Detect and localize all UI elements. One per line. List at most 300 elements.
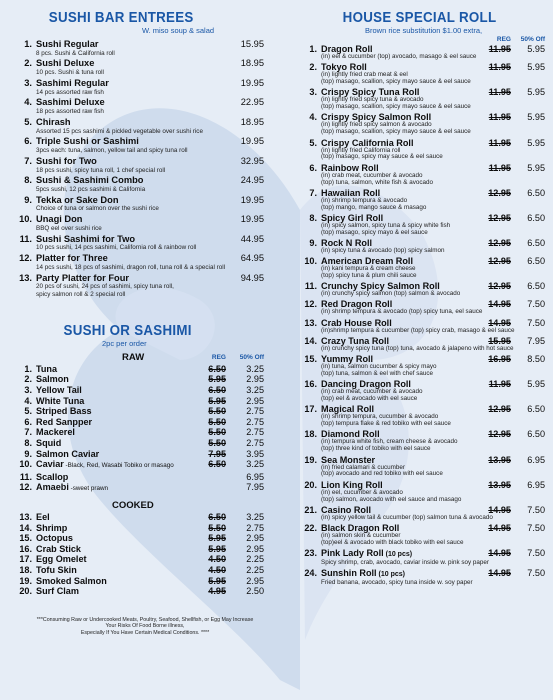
cooked-list	[12, 512, 264, 597]
discount-price: 6.50	[527, 404, 545, 415]
sushi-row	[12, 544, 264, 555]
item-price: 18.95	[240, 116, 264, 127]
item-number: 14.	[19, 522, 32, 533]
regular-price: 5.50	[208, 416, 226, 427]
item-body	[321, 523, 473, 547]
item-number: 1.	[24, 363, 32, 374]
item-name: Sashimi Deluxe	[36, 97, 105, 108]
item-body	[321, 213, 473, 237]
item-number: 15.	[19, 533, 32, 544]
discount-price: 5.95	[527, 137, 545, 148]
item-body	[36, 253, 226, 271]
item-price: 15.95	[240, 39, 264, 49]
item-number: 20.	[304, 479, 317, 490]
item-body	[321, 238, 473, 255]
item-number: 2.	[24, 58, 32, 69]
entrees-list	[12, 39, 264, 298]
house-roll-item	[293, 112, 545, 136]
item-number: 6.	[24, 136, 32, 147]
item-number: 2.	[309, 62, 317, 73]
item-name: Party Platter for Four	[36, 272, 129, 283]
item-number: 13.	[304, 317, 317, 328]
item-name-text: Tofu Skin	[36, 564, 77, 575]
item-name-text: Rock N Roll	[321, 237, 373, 248]
regular-price: 6.50	[208, 511, 226, 522]
sushi-row	[12, 482, 264, 495]
item-number: 8.	[309, 212, 317, 223]
regular-price: 4.95	[208, 586, 226, 597]
item-number: 3.	[24, 385, 32, 395]
item-body	[321, 163, 473, 187]
item-name-text: Mackerel	[36, 427, 75, 438]
regular-price: 14.95	[488, 522, 511, 533]
item-number: 1.	[24, 39, 32, 49]
item-description: (top) three kind of tobiko with eel sauce	[321, 445, 431, 453]
item-number: 17.	[19, 554, 32, 565]
discount-price: 5.95	[527, 112, 545, 123]
item-number: 16.	[304, 379, 317, 390]
item-body	[36, 39, 226, 57]
discount-price: 2.95	[246, 533, 264, 544]
item-number: 9.	[24, 448, 32, 459]
regular-price: 12.95	[488, 281, 511, 292]
house-roll-item	[293, 404, 545, 428]
discount-price: 7.50	[527, 548, 545, 559]
item-body	[321, 480, 473, 504]
entree-item	[12, 175, 264, 193]
item-name-text: Hawaiian Roll	[321, 187, 381, 198]
item-body	[321, 379, 473, 403]
item-name	[36, 396, 188, 407]
item-description: 10 pcs sushi, 14 pcs sashimi, California roll & rainbow roll	[36, 244, 197, 252]
item-body	[321, 62, 473, 86]
item-description: (top) masago, scallion, spicy mayo sauce & eel sauce	[321, 103, 471, 111]
discount-price: 2.95	[246, 543, 264, 554]
house-roll-item	[293, 188, 545, 212]
discount-price: 2.75	[246, 416, 264, 427]
regular-price: 11.95	[488, 137, 511, 148]
item-name-text: Tokyo Roll	[321, 62, 367, 73]
item-body	[36, 97, 226, 115]
item-name: Platter for Three	[36, 253, 108, 264]
item-name-text: Crab House Roll	[321, 317, 392, 328]
item-name: Chirash	[36, 116, 71, 127]
house-roll-item	[293, 336, 545, 353]
item-number: 6.	[309, 162, 317, 173]
item-number: 4.	[309, 112, 317, 123]
item-body	[36, 117, 226, 135]
sushi-title: SUSHI OR SASHIMI	[63, 322, 192, 339]
house-roll-item	[293, 299, 545, 316]
item-number: 10.	[19, 214, 32, 225]
house-roll-item	[293, 44, 545, 61]
entree-item	[12, 214, 264, 232]
house-roll-item	[293, 238, 545, 255]
item-body	[321, 504, 493, 522]
house-roll-item	[293, 354, 545, 378]
item-price: 32.95	[240, 155, 264, 166]
house-roll-item	[293, 87, 545, 111]
item-piece-count: (10 pcs)	[383, 551, 413, 559]
item-name-text: Crispy Spicy Salmon Roll	[321, 112, 432, 123]
house-roll-item	[293, 505, 545, 522]
house-roll-item	[293, 281, 545, 298]
discount-price: 2.25	[246, 564, 264, 575]
item-name-text: Diamond Roll	[321, 429, 380, 440]
item-description: (top) tuna, salmon & eel with chef sauce	[321, 370, 434, 377]
item-description: (top) masago, spicy may sauce & eel sauce	[321, 153, 443, 161]
regular-price: 12.95	[488, 429, 511, 440]
item-number: 12.	[19, 482, 32, 493]
discount-price: 2.75	[246, 427, 264, 438]
discount-price: 5.95	[527, 87, 545, 98]
house-roll-item	[293, 163, 545, 187]
sushi-row	[12, 472, 264, 483]
regular-price: 11.95	[488, 112, 511, 123]
item-price: 64.95	[240, 253, 264, 264]
item-name-text: Caviar	[36, 459, 64, 470]
item-name-text: Black Dragon Roll	[321, 522, 400, 533]
item-description: 14 pcs assorted raw fish	[36, 88, 104, 96]
item-description: (in) kani tempura & cream cheese	[321, 265, 416, 273]
item-name	[36, 544, 188, 555]
item-name-text: Pink Lady Roll	[321, 548, 384, 559]
item-description: (in) crunchy spicy salmon (top) salmon & avocado	[321, 290, 461, 298]
left-column	[12, 10, 264, 636]
item-description: (top) masago, spicy mayo & eel sauce	[321, 228, 428, 236]
discount-price: 6.50	[527, 187, 545, 198]
item-price: 24.95	[240, 175, 264, 186]
item-name	[36, 482, 188, 495]
footnote-line: ***Consuming Raw or Undercooked Meats, Poultry, Seafood, Shellfish, or Egg May Increase	[36, 616, 254, 623]
item-description: 3pcs each: tuna, salmon, yellow tail and spicy tuna roll	[36, 147, 188, 155]
regular-price: 11.95	[488, 62, 511, 73]
item-name-text: Crispy California Roll	[321, 137, 414, 148]
regular-price: 13.95	[488, 479, 511, 490]
item-number: 23.	[304, 548, 317, 559]
item-name-text: Red Dragon Roll	[321, 299, 393, 310]
item-name-text: Salmon Caviar	[36, 448, 100, 459]
item-name	[36, 364, 188, 375]
house-subtitle: Brown rice substitution $1.00 extra,	[365, 26, 483, 35]
item-name	[36, 406, 188, 417]
item-description: 10 pcs. Sushi & tuna roll	[36, 69, 104, 77]
regular-price: 5.50	[208, 437, 226, 448]
regular-price: 5.95	[208, 575, 226, 586]
item-number: 7.	[24, 427, 32, 438]
discount-price: 7.95	[527, 335, 545, 346]
regular-price: 12.95	[488, 237, 511, 248]
item-name	[36, 512, 188, 523]
item-note: -sweet prawn	[68, 485, 109, 493]
item-price: 18.95	[240, 58, 264, 69]
item-description: Choice of tuna or salmon over the sushi rice	[36, 205, 159, 213]
item-name-text: Dragon Roll	[321, 44, 373, 54]
discount-price: 7.50	[527, 504, 545, 515]
regular-price: 6.50	[208, 459, 226, 470]
sushi-row	[12, 533, 264, 544]
discount-price: 6.50	[527, 281, 545, 292]
item-name	[36, 385, 188, 396]
item-body	[36, 195, 226, 213]
house-roll-list	[293, 44, 545, 587]
item-number: 12.	[19, 253, 32, 264]
item-number: 11.	[19, 471, 32, 482]
regular-price: 12.95	[488, 256, 511, 267]
regular-price: 16.95	[488, 354, 511, 365]
item-number: 2.	[24, 374, 32, 385]
sushi-row	[12, 396, 264, 407]
item-name-text: Casino Roll	[321, 504, 372, 515]
house-roll-item	[293, 548, 545, 567]
item-description: (in) crab meat, cucumber & avocado	[321, 171, 423, 179]
item-name-text: Dancing Dragon Roll	[321, 379, 411, 390]
right-column	[293, 10, 545, 588]
item-number: 14.	[304, 335, 317, 346]
item-number: 13.	[19, 511, 32, 522]
item-name-text: Crazy Tuna Roll	[321, 335, 390, 346]
item-description: (in) lightly fried spicy salmon & avocado	[321, 121, 432, 129]
discount-price: 7.50	[527, 568, 545, 579]
item-body	[321, 256, 473, 280]
item-description: (in) spicy yellow tail & cucumber (top) salmon tuna & avocado	[321, 513, 493, 521]
entree-item	[12, 78, 264, 96]
entrees-subtitle: W. miso soup & salad	[141, 26, 215, 35]
discount-price: 2.95	[246, 374, 264, 385]
item-price: 19.95	[240, 77, 264, 88]
item-description: (in) crab meat, cucumber & avocado	[321, 388, 423, 396]
discount-price: 7.50	[527, 522, 545, 533]
item-number: 4.	[24, 395, 32, 406]
item-name	[36, 449, 188, 460]
entree-item	[12, 136, 264, 154]
reg-col-header: REG	[211, 353, 226, 361]
discount-price: 2.75	[246, 437, 264, 448]
discount-price: 6.95	[527, 454, 545, 465]
item-price: 94.95	[240, 272, 264, 283]
item-number: 10.	[304, 256, 317, 267]
sushi-row	[12, 427, 264, 438]
regular-price: 5.95	[208, 543, 226, 554]
sushi-row	[12, 438, 264, 449]
item-body	[321, 354, 473, 378]
item-name: Tekka or Sake Don	[36, 194, 119, 205]
item-description: (in) lightly fried California roll	[321, 146, 401, 154]
item-number: 15.	[304, 354, 317, 365]
item-name-text: Sunshin Roll	[321, 568, 377, 579]
item-body	[321, 299, 483, 316]
raw-label: RAW	[122, 351, 145, 363]
item-number: 20.	[19, 586, 32, 597]
item-description: 20 pcs of sushi, 24 pcs of sashimi, spicy tuna roll,	[36, 283, 174, 291]
item-number: 9.	[309, 237, 317, 248]
item-name	[36, 374, 188, 385]
discount-price: 3.25	[246, 511, 264, 522]
regular-price: 5.50	[208, 427, 226, 438]
regular-price: 5.50	[208, 522, 226, 533]
footnote-line: Your Risks Of Food Borne illness,	[105, 623, 185, 630]
sushi-row	[12, 374, 264, 385]
item-name-text: Yellow Tail	[36, 385, 82, 395]
item-price: 22.95	[240, 97, 264, 108]
item-name-text: Red Sanpper	[36, 416, 93, 427]
item-piece-count: (10 pcs)	[376, 571, 405, 579]
item-number: 21.	[304, 504, 317, 515]
raw-list	[12, 364, 264, 495]
item-description: (in) lightly fried crab meat & eel	[321, 71, 408, 79]
sushi-row	[12, 586, 264, 597]
item-description: (in) tempura white fish, cream cheese & avocado	[321, 438, 458, 446]
item-description: 8 pcs. Sushi & California roll	[36, 49, 115, 57]
regular-price: 14.95	[488, 504, 511, 515]
item-description: (top) avocado and red tobiko with eel sauce	[321, 470, 443, 478]
sushi-row	[12, 523, 264, 534]
item-name-text: Striped Bass	[36, 406, 92, 417]
item-description: (in) salmon skin & cucumber	[321, 531, 401, 539]
item-description: (in)shrimp tempura & cucumber (top) spicy crab, masago & eel sauce	[321, 326, 515, 334]
item-name	[36, 586, 188, 597]
item-description: 5pcs sushi, 12 pcs sashimi & California	[36, 185, 146, 193]
item-number: 7.	[24, 155, 32, 166]
discount-price: 2.75	[246, 406, 264, 417]
regular-price: 12.95	[488, 404, 511, 415]
discount-price: 2.95	[246, 395, 264, 406]
entree-item	[12, 97, 264, 115]
regular-price: 14.95	[488, 317, 511, 328]
house-roll-item	[293, 379, 545, 403]
item-description: spicy salmon roll & 2 special roll	[36, 290, 126, 298]
regular-price: 5.50	[208, 406, 226, 417]
item-name-text: Rainbow Roll	[321, 162, 379, 173]
item-body	[36, 58, 226, 76]
item-description: (in) shrimp tempura & avocado	[321, 196, 408, 204]
item-number: 17.	[304, 404, 317, 415]
item-description: (in) shrimp tempura, cucumber & avocado	[321, 413, 439, 421]
item-description: (top) eel & avocado with eel sauce	[321, 395, 418, 403]
sushi-row	[12, 406, 264, 417]
item-name-text: White Tuna	[36, 395, 85, 406]
item-number: 5.	[24, 116, 32, 127]
item-body	[321, 138, 473, 162]
item-number: 8.	[24, 175, 32, 186]
item-number: 18.	[19, 564, 32, 575]
item-number: 7.	[309, 187, 317, 198]
item-description: (top) mango, mango sauce & masago	[321, 203, 427, 211]
item-name-text: Spicy Girl Roll	[321, 212, 384, 223]
item-name: Sushi Sashimi for Two	[36, 233, 136, 244]
item-body	[321, 188, 473, 212]
item-body	[321, 44, 477, 61]
regular-price: 4.50	[208, 554, 226, 565]
discount-price: 5.95	[527, 62, 545, 73]
sushi-row	[12, 565, 264, 576]
item-name-text: Magical Roll	[321, 404, 375, 415]
sushi-row	[12, 364, 264, 375]
item-body	[321, 404, 473, 428]
discount-price: 5.95	[527, 162, 545, 173]
item-name-text: Sea Monster	[321, 454, 376, 465]
item-price: 44.95	[240, 233, 264, 244]
item-description: (in) spicy salmon, spicy tuna & spicy white fish	[321, 221, 451, 229]
item-price: 19.95	[240, 194, 264, 205]
footnote-line: Especially If You Have Certain Medical Conditions. ****	[80, 629, 210, 636]
item-name-text: Tuna	[36, 363, 58, 374]
reg-col-header: REG	[496, 36, 511, 43]
item-description: 18 pcs assorted raw fish	[36, 108, 104, 116]
item-description: Assorted 15 pcs sashimi & pickled vegetable over sushi rice	[36, 127, 203, 135]
discount-price: 3.25	[246, 459, 264, 470]
item-number: 8.	[24, 437, 32, 448]
item-description: (in) shrimp tempura & avocado (top) spicy tuna, eel sauce	[321, 308, 483, 316]
item-name-text: Eel	[36, 511, 50, 522]
item-number: 12.	[304, 299, 317, 310]
sushi-subtitle: 2pc per order	[102, 338, 147, 348]
discount-price: 3.25	[246, 385, 264, 395]
item-body	[36, 136, 226, 154]
item-name-text: Egg Omelet	[36, 554, 87, 565]
item-name-text: Squid	[36, 437, 62, 448]
regular-price: 14.95	[488, 568, 511, 579]
item-description: Spicy shrimp, crab, avocado, caviar inside w. pink soy paper	[321, 559, 489, 567]
item-name	[36, 438, 188, 449]
sushi-row	[12, 554, 264, 565]
entree-item	[12, 273, 264, 298]
discount-price: 5.95	[527, 379, 545, 390]
sushi-row	[12, 385, 264, 396]
off-col-header: 50% Off	[239, 353, 264, 361]
entree-item	[12, 253, 264, 271]
item-name-text: Crispy Spicy Tuna Roll	[321, 87, 420, 98]
house-title: HOUSE SPECIAL ROLL	[342, 10, 497, 26]
regular-price: 11.95	[488, 44, 511, 54]
item-name-text: Octopus	[36, 533, 73, 544]
regular-price: 5.95	[208, 533, 226, 544]
item-body	[321, 568, 473, 587]
item-number: 5.	[309, 137, 317, 148]
item-description: (top) tempura flake & red tobiko with eel sauce	[321, 420, 451, 428]
discount-price: 6.50	[527, 256, 545, 267]
cooked-label: COOKED	[112, 499, 154, 511]
discount-price: 7.50	[527, 299, 545, 310]
item-name-text: Crunchy Spicy Salmon Roll	[321, 281, 440, 292]
regular-price: 12.95	[488, 187, 511, 198]
item-body	[36, 78, 226, 96]
discount-price: 7.95	[246, 482, 264, 493]
item-description: (top) salmon, avocado with eel sauce and masago	[321, 495, 462, 503]
house-roll-item	[293, 455, 545, 479]
item-name: Sashimi Regular	[36, 77, 109, 88]
item-name: Sushi Regular	[36, 39, 99, 49]
house-roll-item	[293, 213, 545, 237]
item-name-text: Amaebi	[36, 482, 69, 493]
regular-price	[188, 482, 226, 495]
item-name: Unagi Don	[36, 214, 83, 225]
item-number: 22.	[304, 522, 317, 533]
house-roll-item	[293, 480, 545, 504]
item-body	[36, 234, 226, 252]
regular-price: 5.95	[208, 374, 226, 385]
item-body	[321, 548, 489, 567]
item-name: Sushi for Two	[36, 155, 97, 166]
item-number: 9.	[24, 194, 32, 205]
item-description: (in) crunchy spicy tuna (top) tuna, avocado & jalapeno with hot sauce	[321, 344, 514, 352]
sushi-bar-entrees-section	[12, 10, 264, 298]
item-number: 16.	[19, 543, 32, 554]
item-description: (in) fried calamari & cucumber	[321, 463, 405, 471]
item-description: (top) masago, scallion, spicy mayo sauce & eel sauce	[321, 128, 471, 136]
sushi-row	[12, 576, 264, 587]
regular-price: 6.50	[208, 385, 226, 395]
